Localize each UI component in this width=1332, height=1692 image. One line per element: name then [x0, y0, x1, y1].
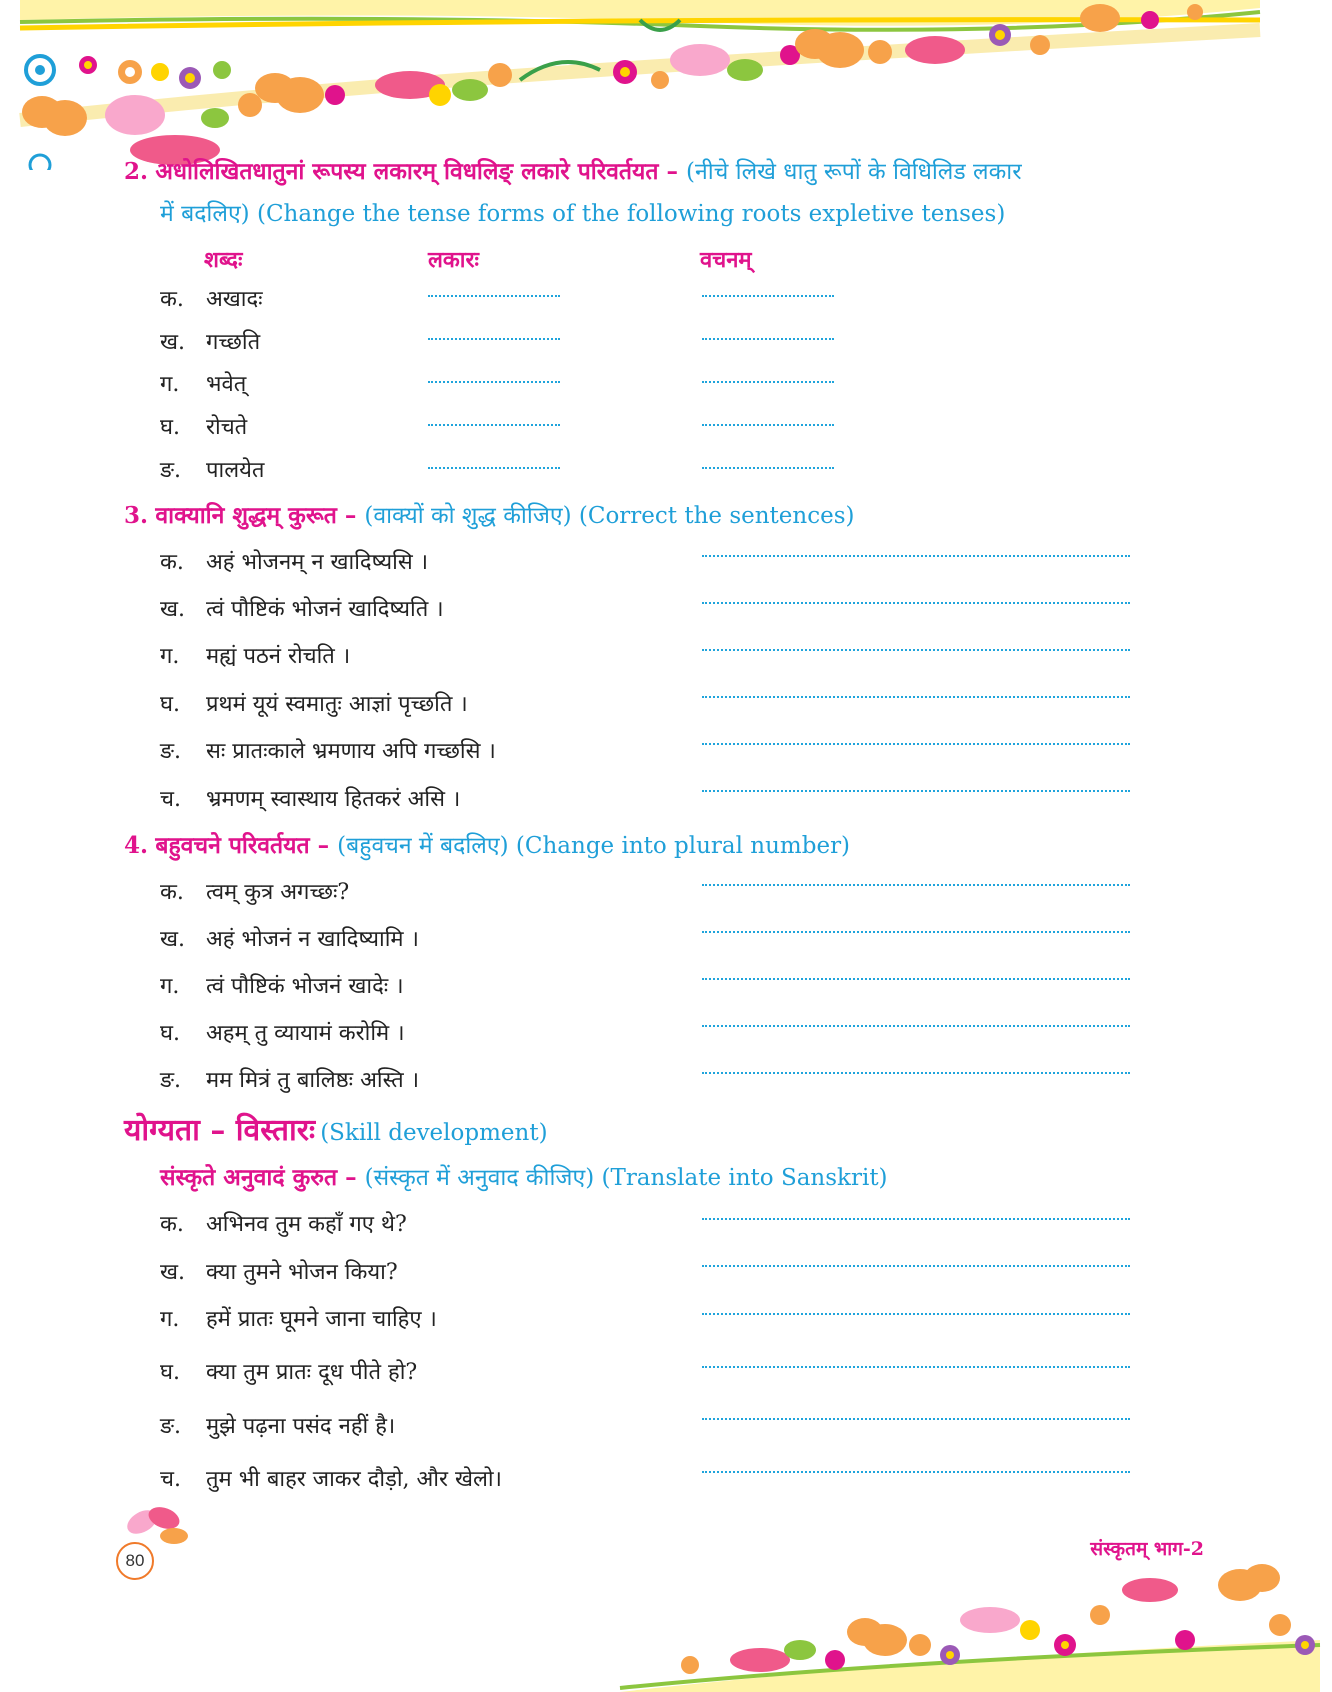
row-text: रोचते	[206, 415, 248, 440]
q3-heading	[124, 500, 855, 532]
row-label: च.	[160, 787, 181, 812]
q2-heading	[124, 156, 1022, 188]
row-text: अखादः	[206, 287, 263, 312]
q4-row	[160, 878, 349, 908]
q2-dash: –	[658, 158, 687, 185]
row-label: क.	[160, 550, 184, 575]
answer-blank[interactable]	[702, 1418, 1130, 1420]
row-text: हमें प्रातः घूमने जाना चाहिए ।	[206, 1307, 437, 1332]
answer-blank-vachana[interactable]	[702, 424, 834, 426]
row-label: ङ.	[160, 739, 182, 764]
q3-row	[160, 595, 444, 625]
q3-title-hindi: (वाक्यों को शुद्ध कीजिए)	[364, 503, 572, 529]
row-text: मह्यं पठनं रोचति ।	[206, 644, 351, 669]
answer-blank[interactable]	[702, 602, 1130, 604]
q2-col-lakara: लकारः	[428, 247, 479, 273]
q4-row	[160, 972, 404, 1002]
q4-row	[160, 1019, 405, 1049]
skill-title: योग्यता – विस्तारः	[124, 1113, 316, 1148]
q3-title-sanskrit: वाक्यानि शुद्धम् कुरूत	[155, 502, 337, 529]
row-label: क.	[160, 880, 184, 905]
row-label: ग.	[160, 1307, 180, 1332]
row-text: मुझे पढ़ना पसंद नहीं है।	[206, 1414, 396, 1439]
q2-col-vachana: वचनम्	[700, 247, 752, 273]
q2-title-hindi-cont: में बदलिए)	[160, 201, 250, 227]
skill-development-heading	[124, 1108, 548, 1149]
q5-title-hindi: (संस्कृत में अनुवाद कीजिए)	[364, 1165, 595, 1191]
q5-row	[160, 1305, 437, 1335]
row-text: त्वं पौष्टिकं भोजनं खादिष्यति ।	[206, 597, 444, 622]
q5-heading	[160, 1162, 888, 1194]
q2-row	[160, 456, 264, 486]
q4-heading	[124, 830, 850, 862]
skill-title-english: (Skill development)	[320, 1120, 548, 1146]
row-label: घ.	[160, 415, 180, 440]
row-label: क.	[160, 1212, 184, 1237]
row-label: ङ.	[160, 1068, 182, 1093]
q2-row	[160, 370, 246, 400]
answer-blank[interactable]	[702, 649, 1130, 651]
q3-number: 3.	[124, 502, 149, 529]
q5-row	[160, 1465, 502, 1495]
answer-blank-lakara[interactable]	[428, 338, 560, 340]
row-text: त्वम् कुत्र अगच्छः?	[206, 880, 350, 905]
answer-blank-vachana[interactable]	[702, 295, 834, 297]
row-text: प्रथमं यूयं स्वमातुः आज्ञां पृच्छति ।	[206, 692, 468, 717]
q2-title-english: (Change the tense forms of the following roots expletive tenses)	[256, 201, 1006, 227]
q2-heading-continued	[160, 198, 1005, 230]
q4-row	[160, 925, 419, 955]
q3-row	[160, 690, 468, 720]
answer-blank[interactable]	[702, 978, 1130, 980]
answer-blank-lakara[interactable]	[428, 467, 560, 469]
row-label: क.	[160, 287, 184, 312]
answer-blank[interactable]	[702, 1471, 1130, 1473]
answer-blank-lakara[interactable]	[428, 424, 560, 426]
row-text: अहम् तु व्यायामं करोमि ।	[206, 1021, 405, 1046]
q3-row	[160, 642, 350, 672]
q5-title-english: (Translate into Sanskrit)	[601, 1165, 888, 1191]
q2-title-hindi: (नीचे लिखे धातु रूपों के विधिलिड लकार	[686, 159, 1022, 185]
row-text: क्या तुम प्रातः दूध पीते हो?	[206, 1360, 418, 1385]
q4-number: 4.	[124, 832, 149, 859]
row-label: च.	[160, 1467, 181, 1492]
q2-row	[160, 285, 263, 315]
q5-row	[160, 1358, 417, 1388]
answer-blank-vachana[interactable]	[702, 381, 834, 383]
q3-title-english: (Correct the sentences)	[578, 503, 855, 529]
row-label: घ.	[160, 692, 180, 717]
answer-blank[interactable]	[702, 1218, 1130, 1220]
row-text: अहं भोजनं न खादिष्यामि ।	[206, 927, 419, 952]
answer-blank[interactable]	[702, 1313, 1130, 1315]
q5-row	[160, 1412, 395, 1442]
q5-dash: –	[337, 1164, 365, 1191]
answer-blank[interactable]	[702, 790, 1130, 792]
answer-blank-lakara[interactable]	[428, 381, 560, 383]
q5-title-sanskrit: संस्कृते अनुवादं कुरुत	[160, 1164, 338, 1191]
row-label: ग.	[160, 372, 180, 397]
answer-blank-vachana[interactable]	[702, 338, 834, 340]
row-text: पालयेत	[206, 458, 265, 483]
row-label: ख.	[160, 597, 185, 622]
q4-title-hindi: (बहुवचन में बदलिए)	[337, 833, 509, 859]
row-text: भवेत्	[206, 372, 247, 397]
row-label: घ.	[160, 1360, 180, 1385]
row-label: ख.	[160, 927, 185, 952]
row-label: घ.	[160, 1021, 180, 1046]
answer-blank[interactable]	[702, 884, 1130, 886]
row-text: गच्छति	[206, 330, 261, 355]
answer-blank[interactable]	[702, 1366, 1130, 1368]
row-label: ख.	[160, 1260, 185, 1285]
answer-blank[interactable]	[702, 555, 1130, 557]
q3-dash: –	[336, 502, 365, 529]
q3-row	[160, 737, 496, 767]
answer-blank[interactable]	[702, 1025, 1130, 1027]
answer-blank[interactable]	[702, 1072, 1130, 1074]
row-text: त्वं पौष्टिकं भोजनं खादेः ।	[206, 974, 404, 999]
q2-number: 2.	[124, 158, 149, 185]
row-text: सः प्रातःकाले भ्रमणाय अपि गच्छसि ।	[206, 739, 496, 764]
row-text: तुम भी बाहर जाकर दौड़ो, और खेलो।	[206, 1467, 502, 1492]
q4-title-english: (Change into plural number)	[515, 833, 851, 859]
row-text: भ्रमणम् स्वास्थाय हितकरं असि ।	[206, 787, 461, 812]
row-text: अभिनव तुम कहाँ गए थे?	[206, 1212, 407, 1237]
row-label: ङ.	[160, 1414, 182, 1439]
answer-blank[interactable]	[702, 931, 1130, 933]
row-text: मम मित्रं तु बालिष्ठः अस्ति ।	[206, 1068, 420, 1093]
answer-blank[interactable]	[702, 696, 1130, 698]
q2-row	[160, 413, 247, 443]
q4-row	[160, 1066, 419, 1096]
answer-blank[interactable]	[702, 743, 1130, 745]
row-label: ङ.	[160, 458, 182, 483]
row-text: क्या तुमने भोजन किया?	[206, 1260, 398, 1285]
row-label: ग.	[160, 974, 180, 999]
top-floral-banner	[0, 0, 1332, 170]
q2-row	[160, 328, 260, 358]
q2-title-sanskrit: अधोलिखितधातुनां रूपस्य लकारम् विधलिङ् लकारे परिवर्तयत	[155, 158, 659, 185]
q5-row	[160, 1258, 398, 1288]
row-label: ख.	[160, 330, 185, 355]
q3-row	[160, 785, 460, 815]
row-label: ग.	[160, 644, 180, 669]
row-text: अहं भोजनम् न खादिष्यसि ।	[206, 550, 429, 575]
q4-dash: –	[309, 832, 338, 859]
answer-blank-lakara[interactable]	[428, 295, 560, 297]
answer-blank-vachana[interactable]	[702, 467, 834, 469]
answer-blank[interactable]	[702, 1265, 1130, 1267]
page-number: 80	[116, 1542, 154, 1580]
book-title: संस्कृतम् भाग-2	[1090, 1538, 1204, 1560]
q5-row	[160, 1210, 407, 1240]
q4-title-sanskrit: बहुवचने परिवर्तयत	[155, 832, 310, 859]
q2-col-word: शब्दः	[204, 247, 243, 273]
q3-row	[160, 548, 428, 578]
